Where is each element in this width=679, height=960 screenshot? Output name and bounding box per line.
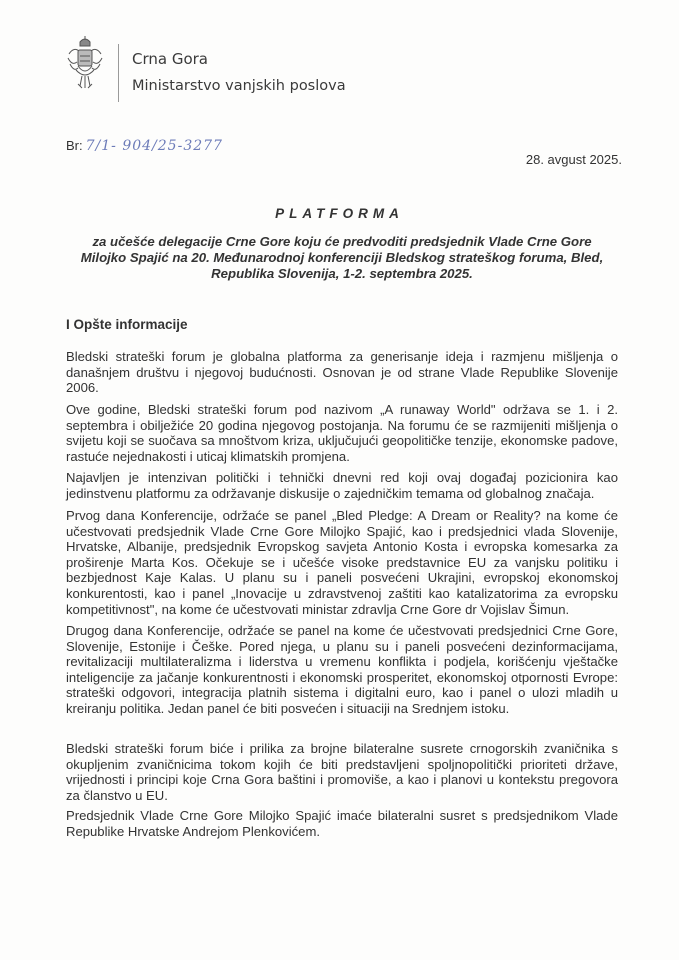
- ministry-name: Ministarstvo vanjskih poslova: [132, 78, 346, 94]
- paragraph: Bledski strateški forum je globalna platforma za generisanje ideja i razmjenu mišljenja o današnjem društvu i njegovoj budućnosti. Osnovan je od strane Vlade Republike Slovenije 2006.: [66, 349, 618, 396]
- paragraph: Drugog dana Konferencije, održaće se panel na kome će učestvovati predsjednici Crne Gore, Slovenije, Estonije i Češke. Pored njega, u planu su i paneli posvećeni dezinformacijama, revitalizaciji multilateralizma i liderstva u vremenu konflikta i podjela, korišćenju vještačke inteligencije za jačanje konkurentnosti i ekonomski prosperitet, ekonomskoj otpornosti Evrope: strateški odgovori, integracija platnih sistema i digitalni euro, kao i panel o ulozi mladih u kreiranju politika. Jedan panel će biti posvećen i situaciji na Srednjem istoku.: [66, 623, 618, 716]
- paragraph: Predsjednik Vlade Crne Gore Milojko Spajić imaće bilateralni susret s predsjednikom Vlade Republike Hrvatske Andrejom Plenkovićem.: [66, 808, 618, 839]
- reference-label: Br:: [66, 138, 83, 153]
- paragraph: Prvog dana Konferencije, održaće se panel „Bled Pledge: A Dream or Reality? na kome će učestvovati predsjednik Vlade Crne Gore Milojko Spajić, kao i predsjednici vlada Slovenije, Hrvatske, Albanije, predsjednik Evropskog savjeta Antonio Kosta i evropska komesarka za proširenje Marta Kos. Očekuje se i učešće visoke predstavnice EU za vanjsku politiku i bezbjednost Kaje Kalas. U planu su i paneli posvećeni Ukrajini, evropskoj ekonomskoj konkurentosti, kao i panel „Inovacije u zdravstvenoj zaštiti kao katalizatorima za evropsku kompetitivnost", na kome će učestvovati ministar zdravlja Crne Gore dr Vojislav Šimun.: [66, 508, 618, 617]
- paragraph: Bledski strateški forum biće i prilika za brojne bilateralne susrete crnogorskih zvaničnika s okupljenim zvaničnicima tokom kojih će biti predstavljeni spoljnopolitički prioriteti države, vrijednosti i principi koje Crna Gora baštini i promoviše, a kao i planovi u kontekstu pregovora za članstvo u EU.: [66, 741, 618, 803]
- coat-of-arms-icon: [66, 36, 104, 96]
- letterhead-divider: [118, 44, 119, 102]
- reference-number: [66, 138, 223, 154]
- document-title: PLATFORMA: [275, 206, 404, 221]
- section-heading: I Opšte informacije: [66, 317, 188, 332]
- document-date: 28. avgust 2025.: [525, 152, 622, 167]
- document-subtitle: za učešće delegacije Crne Gore koju će predvoditi predsjednik Vlade Crne Gore Milojko Spajić na 20. Međunarodnoj konferenciji Bledskog strateškog foruma, Bled, Republika Slovenija, 1-2. septembra 2025.: [80, 234, 604, 281]
- paragraph: Najavljen je intenzivan politički i tehnički dnevni red koji ovaj događaj pozicionira kao jedinstvenu platformu za održavanje diskusije o zajedničkim temama od globalnog značaja.: [66, 470, 618, 501]
- reference-handwritten: 7/1- 904/25-3277: [85, 138, 223, 154]
- paragraph: Ove godine, Bledski strateški forum pod nazivom „A runaway World" održava se 1. i 2. septembra i obilježiće 20 godina njegovog postojanja. Na forumu će se razmijeniti mišljenja o svijetu koji se suočava sa mnoštvom kriza, uključujući geopolitičke tenzije, ekonomske padove, rastuće nejednakosti i uticaj klimatskih promjena.: [66, 402, 618, 464]
- org-name: Crna Gora: [132, 50, 209, 68]
